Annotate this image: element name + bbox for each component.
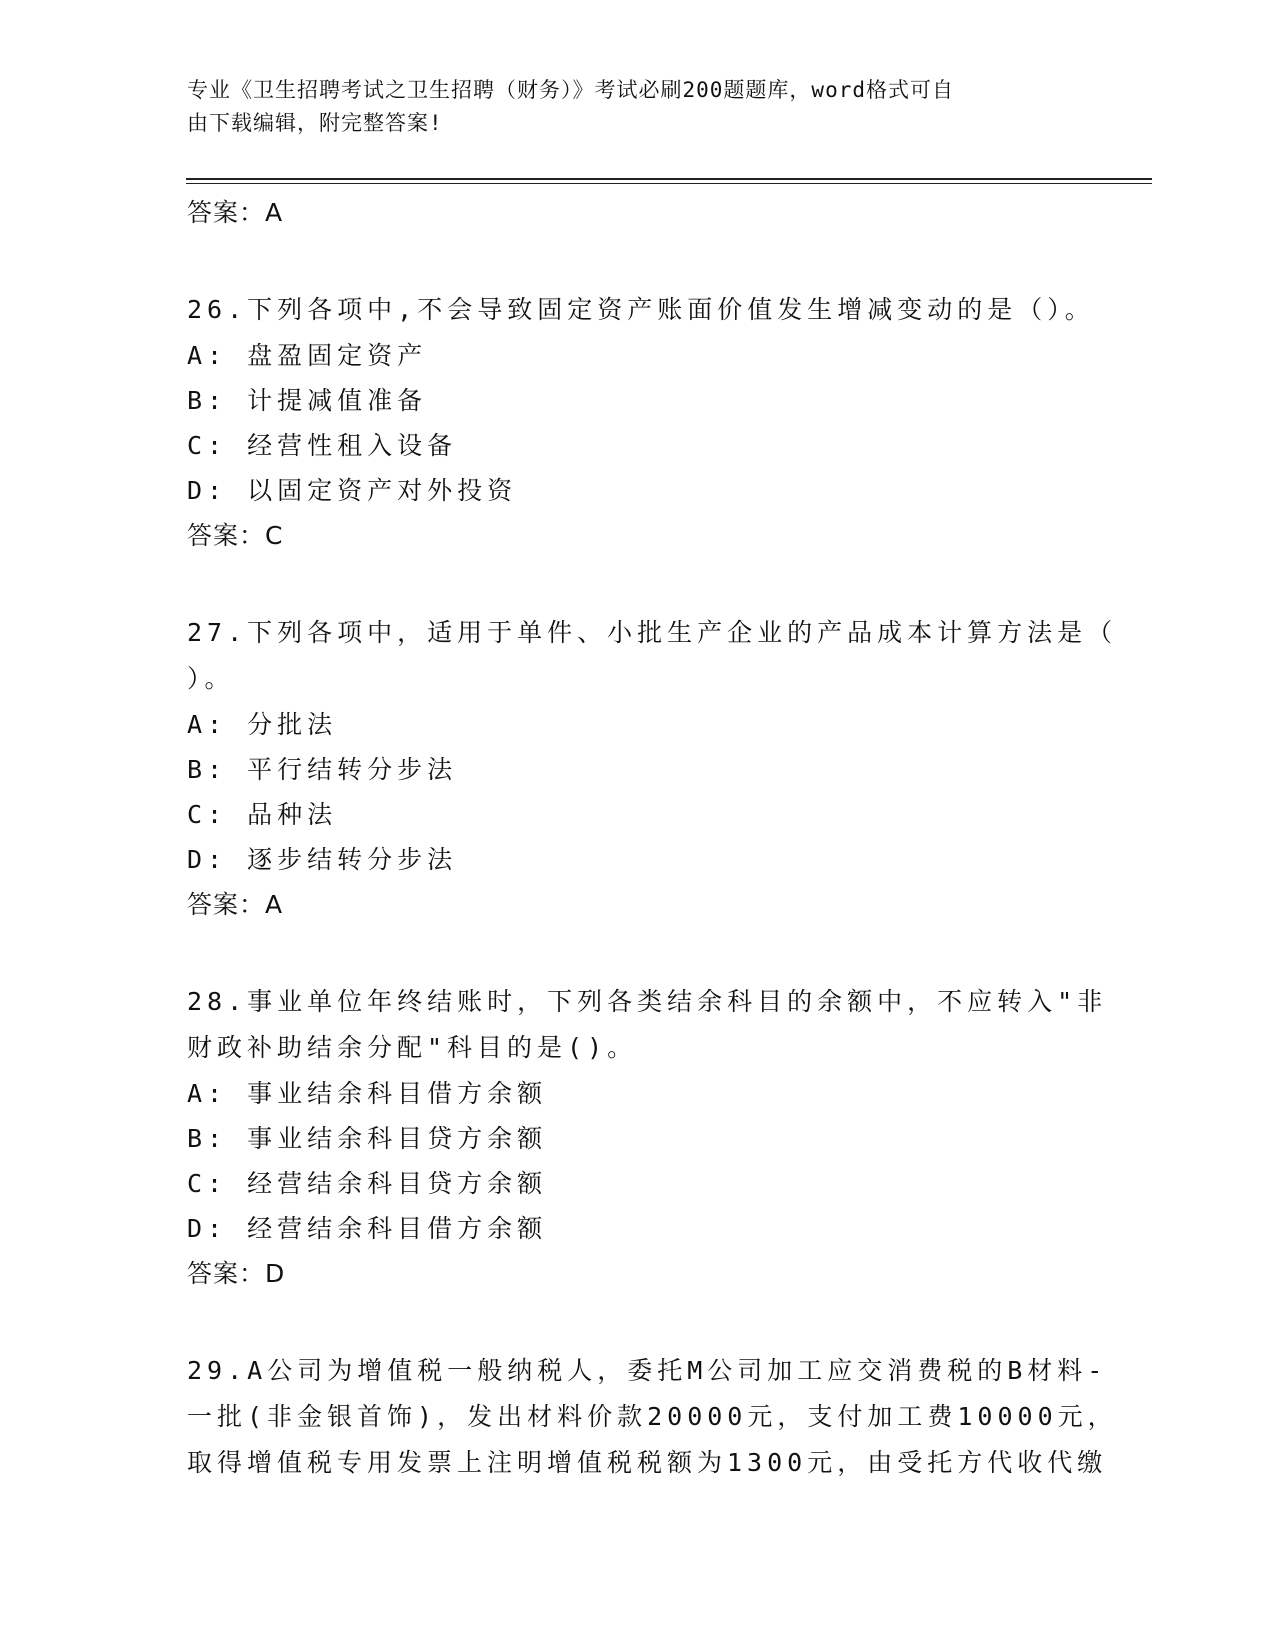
question-26 [187, 287, 1095, 558]
option-d: D: 以固定资产对外投资 [187, 476, 518, 505]
question-29 [187, 1348, 1118, 1486]
question-text-cont: 取得增值税专用发票上注明增值税税额为1300元，由受托方代收代缴 [187, 1448, 1108, 1477]
option-a: A: 盘盈固定资产 [187, 341, 428, 370]
question-text-cont: 财政补助结余分配"科目的是()。 [187, 1033, 638, 1062]
question-27 [187, 610, 1118, 927]
answer-line: 答案：A [187, 890, 284, 919]
question-text: 26.下列各项中,不会导致固定资产账面价值发生增减变动的是（）。 [187, 295, 1095, 324]
option-d: D: 逐步结转分步法 [187, 845, 458, 874]
option-c: C: 经营结余科目贷方余额 [187, 1169, 548, 1198]
header-line-1: 专业《卫生招聘考试之卫生招聘（财务）》考试必刷200题题库，word格式可自 [187, 78, 954, 102]
option-d: D: 经营结余科目借方余额 [187, 1214, 548, 1243]
option-a: A: 事业结余科目借方余额 [187, 1079, 548, 1108]
option-b: B: 平行结转分步法 [187, 755, 458, 784]
question-text-cont: ）。 [187, 664, 235, 693]
header-line-2: 由下载编辑，附完整答案! [187, 111, 443, 135]
option-c: C: 经营性租入设备 [187, 431, 458, 460]
question-text: 27.下列各项中，适用于单件、小批生产企业的产品成本计算方法是（ [187, 618, 1118, 647]
option-c: C: 品种法 [187, 800, 338, 829]
question-text: 28.事业单位年终结账时，下列各类结余科目的余额中，不应转入"非 [187, 987, 1108, 1016]
question-text-cont: 一批(非金银首饰)，发出材料价款20000元，支付加工费10000元， [187, 1402, 1118, 1431]
answer-line: 答案：A [187, 198, 284, 227]
question-28 [187, 979, 1108, 1296]
option-a: A: 分批法 [187, 710, 338, 739]
page-header [187, 74, 1067, 140]
question-text: 29.A公司为增值税一般纳税人，委托M公司加工应交消费税的B材料- [187, 1356, 1108, 1385]
answer-line: 答案：D [187, 1259, 286, 1288]
answer-line: 答案：C [187, 521, 284, 550]
header-rule-thin [186, 183, 1152, 184]
question-list [187, 190, 1118, 1486]
option-b: B: 事业结余科目贷方余额 [187, 1124, 548, 1153]
header-rule-thick [186, 178, 1152, 180]
option-b: B: 计提减值准备 [187, 386, 428, 415]
